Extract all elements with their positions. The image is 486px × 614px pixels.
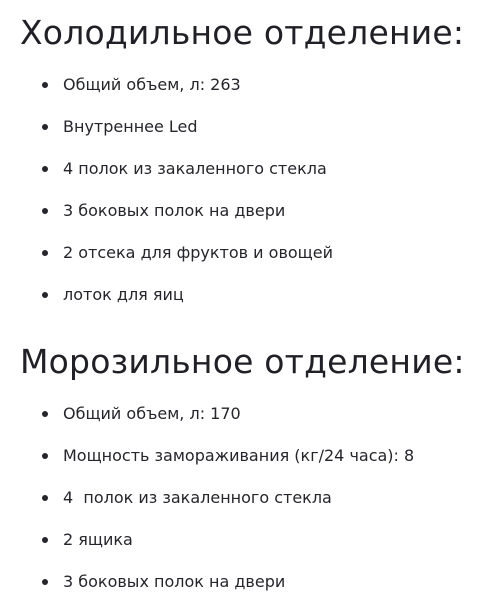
- bullet-icon: [42, 453, 48, 459]
- list-item: [0, 106, 486, 148]
- bullet-icon: [42, 82, 48, 88]
- list-item-text: 3 боковых полок на двери: [63, 201, 286, 220]
- list-item: [0, 232, 486, 274]
- list-item-text: 2 ящика: [63, 530, 133, 549]
- bullet-icon: [42, 537, 48, 543]
- list-item: [0, 64, 486, 106]
- freezer-feature-list: [0, 393, 486, 603]
- list-item-text: Общий объем, л: 170: [63, 404, 241, 423]
- bullet-icon: [42, 579, 48, 585]
- list-item-text: 3 боковых полок на двери: [63, 572, 286, 591]
- list-item: [0, 148, 486, 190]
- list-item-text: 4 полок из закаленного стекла: [63, 159, 327, 178]
- bullet-icon: [42, 208, 48, 214]
- fridge-heading: Холодильное отделение:: [20, 13, 465, 52]
- bullet-icon: [42, 292, 48, 298]
- list-item: [0, 393, 486, 435]
- freezer-section: [0, 330, 486, 603]
- list-item: [0, 561, 486, 603]
- list-item-text: Мощность замораживания (кг/24 часа): 8: [63, 446, 415, 465]
- list-item-text: 2 отсека для фруктов и овощей: [63, 243, 333, 262]
- bullet-icon: [42, 124, 48, 130]
- list-item: [0, 274, 486, 316]
- list-item: [0, 519, 486, 561]
- bullet-icon: [42, 495, 48, 501]
- fridge-feature-list: [0, 64, 486, 316]
- list-item-text: Внутреннее Led: [63, 117, 198, 136]
- list-item: [0, 435, 486, 477]
- bullet-icon: [42, 411, 48, 417]
- list-item-text: 4 полок из закаленного стекла: [63, 488, 332, 507]
- freezer-heading: Морозильное отделение:: [20, 342, 465, 381]
- bullet-icon: [42, 166, 48, 172]
- list-item-text: Общий объем, л: 263: [63, 75, 241, 94]
- list-item-text: лоток для яиц: [63, 285, 184, 304]
- bullet-icon: [42, 250, 48, 256]
- list-item: [0, 477, 486, 519]
- list-item: [0, 190, 486, 232]
